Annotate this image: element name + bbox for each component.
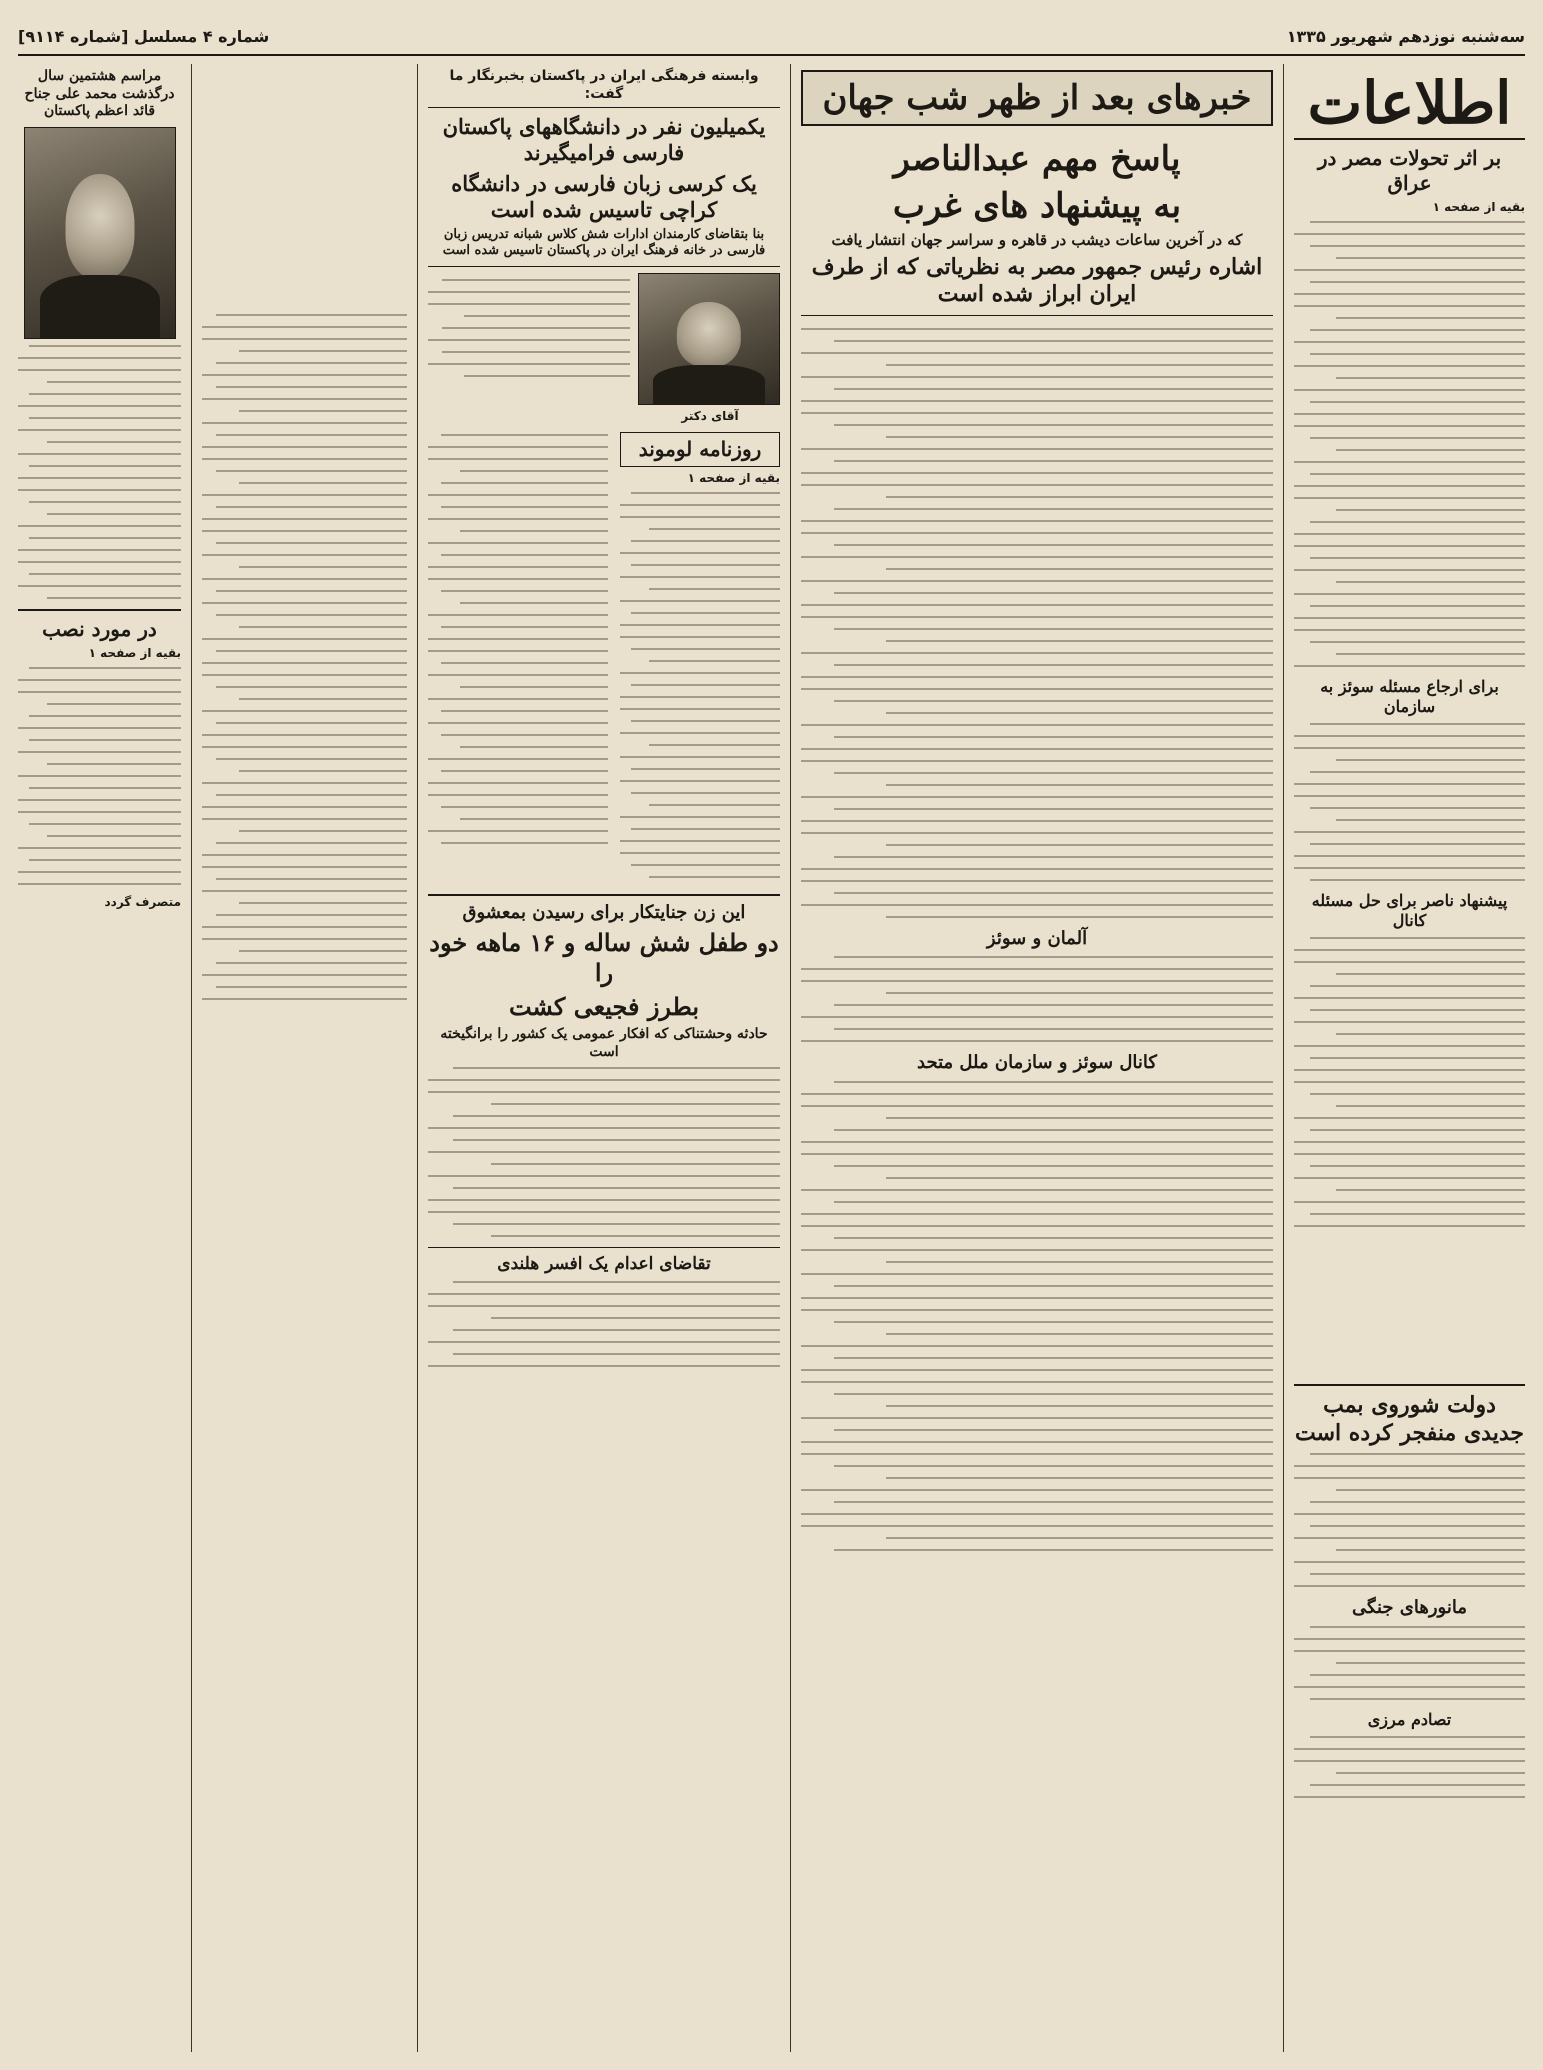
attache-headline-1: یکمیلیون نفر در دانشگاههای پاکستان فارسی فرامیگیرند	[442, 114, 766, 166]
column-rule	[417, 64, 418, 2052]
article-text	[1294, 723, 1525, 881]
article-text	[1294, 1453, 1525, 1587]
nasser-proposal-subhead: پیشنهاد ناصر برای حل مسئله کانال	[1311, 891, 1508, 930]
jinnah-headline: مراسم هشتمین سال درگذشت محمد علی جناح قائد اعظم پاکستان	[24, 68, 175, 119]
continued-label: بقیه از صفحه ۱	[88, 645, 181, 660]
article-text	[18, 667, 181, 885]
column-rule	[1283, 64, 1284, 2052]
execution-headline: تقاضای اعدام یک افسر هلندی	[497, 1254, 711, 1274]
article-text	[202, 314, 407, 1000]
masthead-date: سه‌شنبه نوزدهم شهریور ۱۳۳۵	[1286, 26, 1525, 46]
article-text	[428, 1281, 780, 1367]
column-culture	[428, 64, 780, 2052]
jinnah-photo	[24, 127, 176, 339]
crime-kicker: این زن جنایتکار برای رسیدن بمعشوق	[462, 901, 746, 923]
column-world-news	[801, 64, 1273, 2052]
article-text	[428, 428, 608, 888]
article-text	[1294, 937, 1525, 1227]
article-text	[18, 345, 181, 599]
column-rule	[191, 64, 192, 2052]
germany-suez-subhead: آلمان و سوئز	[986, 927, 1088, 949]
lead-subhead: که در آخرین ساعات دیشب در قاهره و سراسر جهان انتشار یافت	[831, 231, 1243, 249]
column-rule	[790, 64, 791, 2052]
article-text	[428, 1067, 780, 1237]
lead-headline-2: به پیشنهاد های غرب	[892, 185, 1182, 226]
masthead-issue: شماره ۴ مسلسل [شماره ۹۱۱۴]	[18, 26, 270, 46]
suez-un-subhead-2: کانال سوئز و سازمان ملل متحد	[917, 1052, 1157, 1074]
newspaper-logo: اطلاعات	[1307, 69, 1512, 137]
crime-headline-1: دو طفل شش ساله و ۱۶ ماهه خود را	[429, 928, 779, 987]
article-text	[1294, 1736, 1525, 1798]
lead-headline-1: پاسخ مهم عبدالناصر	[893, 139, 1181, 179]
le-monde-headline: روزنامه لوموند	[620, 432, 780, 467]
newspaper-page	[18, 18, 1525, 2052]
attache-kicker: وابسته فرهنگی ایران در پاکستان بخبرنگار ما گفت:	[428, 68, 780, 108]
attache-subhead: بنا بتقاضای کارمندان ادارات شش کلاس شبانه تدریس زبان فارسی در خانه فرهنگ ایران در پاکستان تاسیس شده است	[442, 227, 766, 259]
crime-subhead: حادثه وحشتناکی که افکار عمومی یک کشور را برانگیخته است	[440, 1026, 768, 1060]
border-clash-subhead: تصادم مرزی	[1367, 1709, 1452, 1729]
lead-deck: اشاره رئیس جمهور مصر به نظریاتی که از طرف ایران ابراز شده است	[811, 253, 1263, 308]
photo-caption: آقای دکتر	[681, 408, 739, 423]
continued-label: بقیه از صفحه ۱	[687, 470, 780, 485]
article-text	[801, 322, 1273, 1561]
maneuvers-subhead: مانورهای جنگی	[1352, 1597, 1467, 1618]
attache-headline-2: یک کرسی زبان فارسی در دانشگاه کراچی تاسیس شده است	[451, 170, 757, 222]
article-text	[1294, 1626, 1525, 1700]
world-news-banner: خبرهای بعد از ظهر شب جهان	[801, 70, 1273, 126]
appointment-note: متصرف گردد	[104, 894, 181, 909]
attache-photo	[638, 273, 780, 405]
soviet-bomb-headline: دولت شوروی بمب جدیدی منفجر کرده است	[1295, 1392, 1524, 1446]
continued-label: بقیه از صفحه ۱	[1432, 200, 1525, 214]
column-left	[18, 64, 181, 2052]
suez-un-subhead: برای ارجاع مسئله سوئز به سازمان	[1320, 677, 1499, 716]
crime-headline-2: بطرز فجیعی کشت	[508, 992, 700, 1021]
column-culture-continued	[202, 64, 407, 2052]
article-text	[1294, 221, 1525, 667]
article-text	[428, 273, 630, 428]
masthead-bar	[18, 18, 1525, 56]
iraq-headline: بر اثر تحولات مصر در عراق	[1317, 146, 1502, 195]
soviet-bomb-block	[1294, 1378, 1525, 1808]
article-text	[620, 492, 780, 878]
appointment-headline: در مورد نصب	[42, 616, 157, 641]
